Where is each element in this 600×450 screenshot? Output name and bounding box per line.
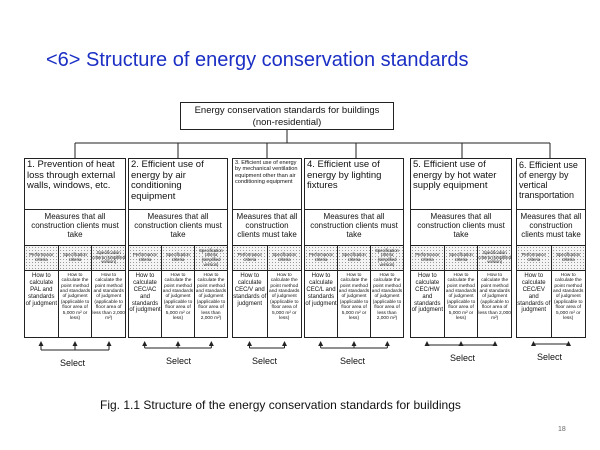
measures-box-2: Measures that all construction clients must take bbox=[128, 210, 228, 246]
criteria-header: Specification criteria bbox=[162, 246, 195, 270]
category-column-6 bbox=[516, 158, 586, 338]
select-arrow-icon bbox=[352, 341, 357, 346]
criteria-header: Specification criteria bbox=[552, 246, 586, 270]
select-arrow-icon bbox=[425, 341, 430, 346]
select-arrow-icon bbox=[107, 341, 112, 346]
criteria-bodies-3 bbox=[232, 271, 302, 338]
criteria-body: How to calculate the point method and standards of judgment (applicable to floor area of less than 2,000 m²) bbox=[371, 273, 403, 321]
criteria-body: How to calculate CEC/HW and standards of judgment bbox=[411, 271, 445, 337]
criteria-body: How to calculate CEC/L and standards of judgment bbox=[305, 271, 338, 337]
measures-box-4: Measures that all construction clients must take bbox=[304, 210, 404, 246]
select-label-1: Select bbox=[60, 358, 86, 368]
category-column-5 bbox=[410, 158, 512, 338]
select-label-5: Select bbox=[450, 353, 476, 363]
select-label-4: Select bbox=[340, 356, 366, 366]
criteria-body: How to calculate PAL and standards of judgment bbox=[25, 271, 59, 337]
criteria-bodies-2 bbox=[128, 271, 228, 338]
criteria-bodies-6 bbox=[516, 271, 586, 338]
select-label-3: Select bbox=[252, 356, 278, 366]
criteria-header: Specification criteria bbox=[59, 246, 93, 270]
category-title-4: 4. Efficient use of energy by lighting fixtures bbox=[304, 158, 404, 210]
measures-box-1: Measures that all construction clients must take bbox=[24, 210, 126, 246]
category-column-1 bbox=[24, 158, 126, 338]
select-arrow-icon bbox=[318, 341, 323, 346]
criteria-headers-2 bbox=[128, 246, 228, 271]
criteria-header: Specification criteria (simplified version) bbox=[371, 246, 403, 270]
criteria-header: Performance criteria bbox=[233, 246, 268, 270]
select-arrow-icon bbox=[493, 341, 498, 346]
root-line-2: (non-residential) bbox=[252, 117, 322, 128]
page-number: 18 bbox=[558, 426, 566, 433]
select-label-2: Select bbox=[166, 356, 192, 366]
criteria-header: Specification criteria bbox=[268, 246, 302, 270]
criteria-body: How to calculate the point method and standards of judgment (applicable to floor area of 5,000 m² or less) bbox=[553, 273, 584, 321]
criteria-body: How to calculate the point method and standards of judgment (applicable to floor area of 5,000 m² or less) bbox=[338, 271, 371, 337]
measures-box-6: Measures that all construction clients must take bbox=[516, 210, 586, 246]
criteria-header: Performance criteria bbox=[25, 246, 59, 270]
select-arrow-icon bbox=[73, 341, 78, 346]
criteria-header: Specification criteria (simplified version) bbox=[195, 246, 227, 270]
criteria-headers-6 bbox=[516, 246, 586, 271]
category-title-1: 1. Prevention of heat loss through external walls, windows, etc. bbox=[24, 158, 126, 210]
criteria-header: Performance criteria bbox=[517, 246, 552, 270]
criteria-body: How to calculate the point method and standards of judgment (applicable to floor area of less than 2,000 m²) bbox=[195, 273, 227, 321]
criteria-body: How to calculate the point method and standards of judgment (applicable to floor area of less than 2,000 m²) bbox=[92, 273, 125, 321]
select-arrow-icon bbox=[459, 341, 464, 346]
category-title-5: 5. Efficient use of energy by hot water supply equipment bbox=[410, 158, 512, 210]
criteria-body: How to calculate the point method and standards of judgment (applicable to floor area of 5,000 m² or less) bbox=[59, 271, 93, 337]
select-arrow-icon bbox=[247, 341, 252, 346]
measures-box-3: Measures that all construction clients must take bbox=[232, 210, 302, 246]
category-column-4 bbox=[304, 158, 404, 338]
criteria-header: Performance criteria bbox=[129, 246, 162, 270]
criteria-body: How to calculate the point method and standards of judgment (applicable to floor area of less than 2,000 m²) bbox=[478, 273, 511, 321]
figure-caption: Fig. 1.1 Structure of the energy conservation standards for buildings bbox=[100, 398, 461, 412]
criteria-header: Performance criteria bbox=[305, 246, 338, 270]
criteria-headers-4 bbox=[304, 246, 404, 271]
criteria-headers-1 bbox=[24, 246, 126, 271]
select-arrow-icon bbox=[39, 341, 44, 346]
criteria-body: How to calculate the point method and standards of judgment (applicable to floor area of 5,000 m² or less) bbox=[269, 273, 300, 321]
criteria-header: Specification criteria bbox=[338, 246, 371, 270]
criteria-body: How to calculate the point method and standards of judgment (applicable to floor area of 5,000 m² or less) bbox=[445, 271, 479, 337]
criteria-header: Specification criteria (simplified version) bbox=[92, 246, 125, 270]
criteria-headers-3 bbox=[232, 246, 302, 271]
select-arrow-icon bbox=[282, 341, 287, 346]
criteria-bodies-5 bbox=[410, 271, 512, 338]
select-arrow-icon bbox=[142, 341, 147, 346]
category-title-6: 6. Efficient use of energy by vertical transportation bbox=[516, 158, 586, 210]
category-column-3 bbox=[232, 158, 302, 338]
select-arrow-icon bbox=[385, 341, 390, 346]
select-label-6: Select bbox=[537, 352, 563, 362]
slide-title: <6> Structure of energy conservation standards bbox=[46, 49, 469, 71]
criteria-bodies-1 bbox=[24, 271, 126, 338]
category-title-3: 3. Efficient use of energy by mechanical ventilation equipment other than air conditioning equipment bbox=[232, 158, 302, 210]
criteria-body: How to calculate the point method and standards of judgment (applicable to floor area of 5,000 m² or less) bbox=[162, 271, 195, 337]
select-arrow-icon bbox=[176, 341, 181, 346]
criteria-body: How to calculate CEC/AC and standards of judgment bbox=[129, 271, 162, 337]
criteria-header: Specification criteria bbox=[445, 246, 479, 270]
criteria-body: How to calculate CEC/EV and standards of judgment bbox=[517, 271, 552, 337]
criteria-bodies-4 bbox=[304, 271, 404, 338]
criteria-body: How to calculate CEC/V and standards of judgment bbox=[233, 271, 268, 337]
select-arrow-icon bbox=[209, 341, 214, 346]
criteria-headers-5 bbox=[410, 246, 512, 271]
category-title-2: 2. Efficient use of energy by air conditioning equipment bbox=[128, 158, 228, 210]
root-line-1: Energy conservation standards for buildings bbox=[194, 105, 380, 116]
criteria-header: Performance criteria bbox=[411, 246, 445, 270]
category-column-2 bbox=[128, 158, 228, 338]
measures-box-5: Measures that all construction clients must take bbox=[410, 210, 512, 246]
criteria-header: Specification criteria (simplified version) bbox=[478, 246, 511, 270]
